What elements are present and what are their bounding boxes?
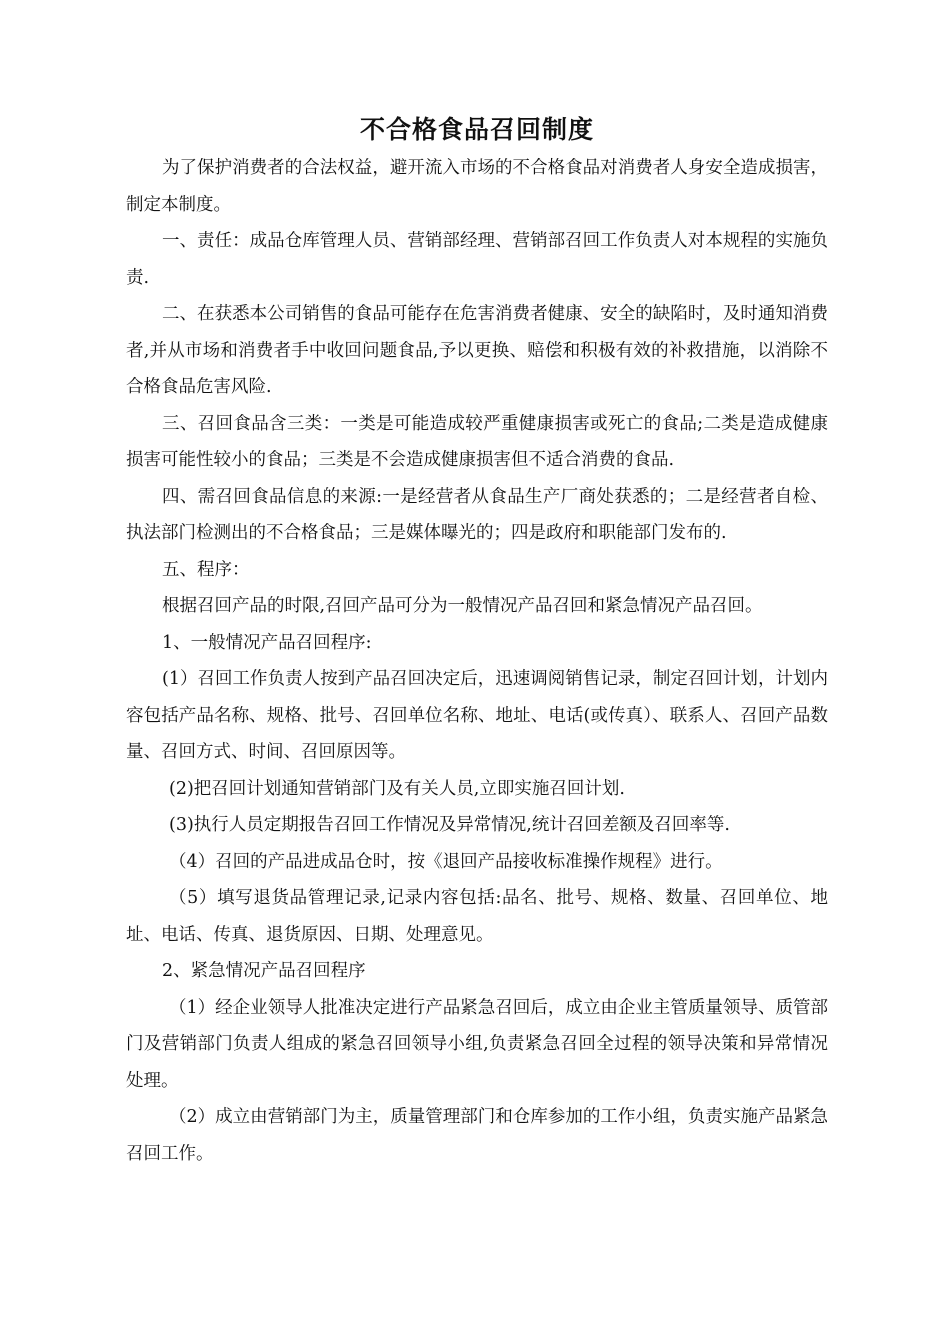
paragraph-general-step-2: (2)把召回计划通知营销部门及有关人员,立即实施召回计划. xyxy=(169,778,625,799)
paragraph-urgent-procedure-heading: 2、紧急情况产品召回程序 xyxy=(162,961,366,981)
paragraph-recall-types: 根据召回产品的时限,召回产品可分为一般情况产品召回和紧急情况产品召回。 xyxy=(162,596,763,616)
paragraph-general-procedure-heading: 1、一般情况产品召回程序: xyxy=(162,632,372,653)
paragraph-intro: 为了保护消费者的合法权益，避开流入市场的不合格食品对消费者人身安全造成损害，制定本制度。 xyxy=(126,158,828,215)
document-title: 不合格食品召回制度 xyxy=(359,115,594,144)
paragraph-notification: 二、在获悉本公司销售的食品可能存在危害消费者健康、安全的缺陷时，及时通知消费者,并从市场和消费者手中收回问题食品,予以更换、赔偿和积极有效的补救措施，以消除不合格食品危害风险. xyxy=(126,304,828,397)
paragraph-general-step-1: (1）召回工作负责人按到产品召回决定后，迅速调阅销售记录，制定召回计划，计划内容包括产品名称、规格、批号、召回单位名称、地址、电话(或传真）、联系人、召回产品数量、召回方式、时间、召回原因等。 xyxy=(126,669,828,762)
paragraph-urgent-step-2: （2）成立由营销部门为主，质量管理部门和仓库参加的工作小组，负责实施产品紧急召回工作。 xyxy=(126,1107,828,1164)
paragraph-general-step-5: （5）填写退货品管理记录,记录内容包括:品名、批号、规格、数量、召回单位、地址、电话、传真、退货原因、日期、处理意见。 xyxy=(126,888,828,945)
paragraph-procedure-heading: 五、程序： xyxy=(162,559,250,580)
document-page xyxy=(126,112,828,1172)
paragraph-general-step-3: (3)执行人员定期报告召回工作情况及异常情况,统计召回差额及召回率等. xyxy=(169,815,730,835)
paragraph-responsibility: 一、责任：成品仓库管理人员、营销部经理、营销部召回工作负责人对本规程的实施负责. xyxy=(126,231,828,288)
paragraph-urgent-step-1: （1）经企业领导人批准决定进行产品紧急召回后，成立由企业主管质量领导、质管部门及营销部门负责人组成的紧急召回领导小组,负责紧急召回全过程的领导决策和异常情况处理。 xyxy=(126,997,828,1091)
paragraph-recall-categories: 三、召回食品含三类：一类是可能造成较严重健康损害或死亡的食品;二类是造成健康损害可能性较小的食品；三类是不会造成健康损害但不适合消费的食品. xyxy=(126,413,828,470)
paragraph-general-step-4: （4）召回的产品进成品仓时，按《退回产品接收标准操作规程》进行。 xyxy=(169,851,723,872)
paragraph-info-sources: 四、需召回食品信息的来源:一是经营者从食品生产厂商处获悉的；二是经营者自检、执法部门检测出的不合格食品；三是媒体曝光的；四是政府和职能部门发布的. xyxy=(126,486,828,543)
